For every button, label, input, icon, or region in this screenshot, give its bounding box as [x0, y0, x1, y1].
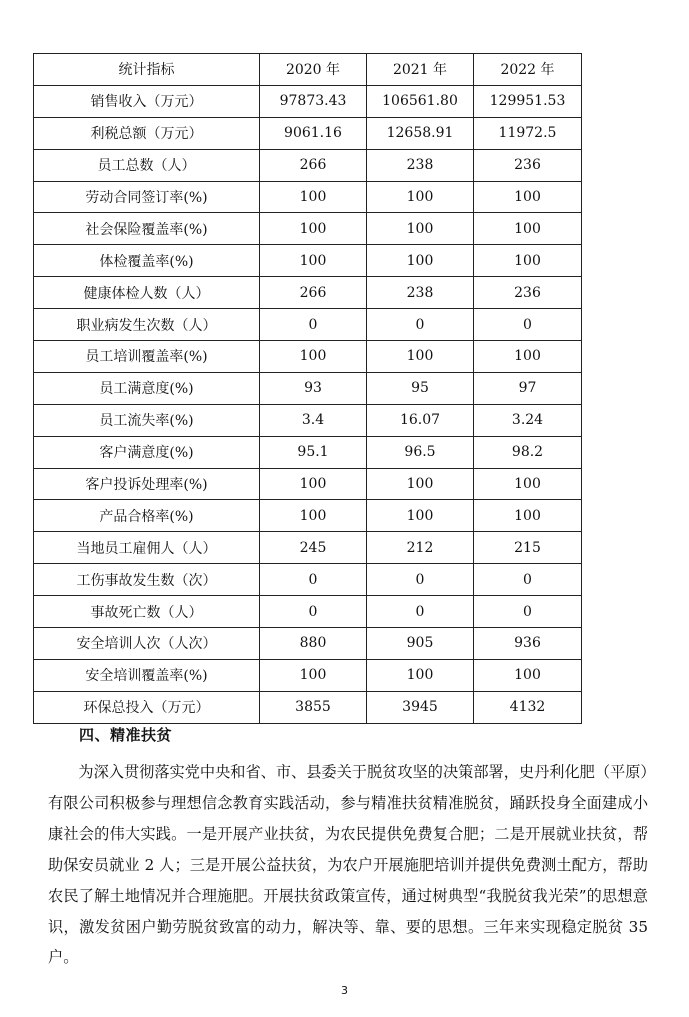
- table-row: [34, 149, 582, 181]
- value-cell: 100: [367, 181, 474, 213]
- value-cell: 100: [260, 213, 367, 245]
- value-cell: 100: [260, 468, 367, 500]
- page-number: 3: [341, 984, 348, 997]
- value-cell: 12658.91: [367, 117, 474, 149]
- header-row: [34, 54, 582, 86]
- row-label-cell: 员工培训覆盖率(%): [34, 341, 260, 373]
- value-cell: 3.4: [260, 404, 367, 436]
- value-cell: 95: [367, 372, 474, 404]
- table-row: [34, 181, 582, 213]
- value-cell: 129951.53: [474, 85, 582, 117]
- statistics-table: [33, 53, 582, 724]
- table-row: [34, 628, 582, 660]
- value-cell: 100: [260, 245, 367, 277]
- row-label-cell: 利税总额（万元）: [34, 117, 260, 149]
- value-cell: 3945: [367, 691, 474, 723]
- value-cell: 0: [367, 564, 474, 596]
- value-cell: 93: [260, 372, 367, 404]
- value-cell: 100: [367, 245, 474, 277]
- table-row: [34, 117, 582, 149]
- value-cell: 95.1: [260, 436, 367, 468]
- table-row: [34, 659, 582, 691]
- value-cell: 905: [367, 628, 474, 660]
- row-label-cell: 事故死亡数（人）: [34, 596, 260, 628]
- value-cell: 0: [474, 596, 582, 628]
- value-cell: 100: [367, 500, 474, 532]
- table-row: [34, 500, 582, 532]
- value-cell: 4132: [474, 691, 582, 723]
- table-row: [34, 468, 582, 500]
- value-cell: 0: [367, 309, 474, 341]
- row-label-cell: 体检覆盖率(%): [34, 245, 260, 277]
- value-cell: 880: [260, 628, 367, 660]
- row-label-cell: 环保总投入（万元）: [34, 691, 260, 723]
- value-cell: 100: [474, 341, 582, 373]
- value-cell: 3855: [260, 691, 367, 723]
- value-cell: 97: [474, 372, 582, 404]
- value-cell: 0: [474, 564, 582, 596]
- value-cell: 0: [474, 309, 582, 341]
- table-row: [34, 277, 582, 309]
- value-cell: 16.07: [367, 404, 474, 436]
- table-row: [34, 596, 582, 628]
- value-cell: 266: [260, 149, 367, 181]
- row-label-cell: 员工满意度(%): [34, 372, 260, 404]
- table-body: [34, 85, 582, 723]
- value-cell: 215: [474, 532, 582, 564]
- value-cell: 100: [474, 500, 582, 532]
- table-row: [34, 532, 582, 564]
- table-row: [34, 404, 582, 436]
- header-cell-2022: 2022 年: [474, 54, 582, 86]
- table-row: [34, 372, 582, 404]
- header-cell-2020: 2020 年: [260, 54, 367, 86]
- value-cell: 3.24: [474, 404, 582, 436]
- header-cell-2021: 2021 年: [367, 54, 474, 86]
- value-cell: 100: [474, 468, 582, 500]
- table-row: [34, 213, 582, 245]
- header-cell-indicator: 统计指标: [34, 54, 260, 86]
- value-cell: 0: [367, 596, 474, 628]
- value-cell: 100: [260, 500, 367, 532]
- value-cell: 100: [474, 181, 582, 213]
- row-label-cell: 员工流失率(%): [34, 404, 260, 436]
- table-row: [34, 245, 582, 277]
- value-cell: 0: [260, 564, 367, 596]
- value-cell: 100: [260, 659, 367, 691]
- value-cell: 11972.5: [474, 117, 582, 149]
- row-label-cell: 产品合格率(%): [34, 500, 260, 532]
- value-cell: 100: [474, 213, 582, 245]
- value-cell: 0: [260, 596, 367, 628]
- table-row: [34, 436, 582, 468]
- row-label-cell: 职业病发生次数（人）: [34, 309, 260, 341]
- row-label-cell: 客户满意度(%): [34, 436, 260, 468]
- value-cell: 238: [367, 277, 474, 309]
- value-cell: 100: [474, 659, 582, 691]
- table-row: [34, 341, 582, 373]
- table-row: [34, 564, 582, 596]
- row-label-cell: 销售收入（万元）: [34, 85, 260, 117]
- value-cell: 100: [367, 341, 474, 373]
- section-heading: 四、精准扶贫: [79, 726, 173, 744]
- value-cell: 236: [474, 149, 582, 181]
- value-cell: 245: [260, 532, 367, 564]
- value-cell: 106561.80: [367, 85, 474, 117]
- value-cell: 100: [367, 213, 474, 245]
- value-cell: 98.2: [474, 436, 582, 468]
- value-cell: 9061.16: [260, 117, 367, 149]
- row-label-cell: 安全培训人次（人次）: [34, 628, 260, 660]
- value-cell: 100: [474, 245, 582, 277]
- value-cell: 97873.43: [260, 85, 367, 117]
- section-paragraph: 为深入贯彻落实党中央和省、市、县委关于脱贫攻坚的决策部署，史丹利化肥（平原）有限公司积极参与理想信念教育实践活动，参与精准扶贫精准脱贫，踊跃投身全面建成小康社会的伟大实践。一是开展产业扶贫，为农民提供免费复合肥；二是开展就业扶贫，帮助保安员就业 2 人；三是开展公益扶贫，为农户开展施肥培训并提供免费测土配方，帮助农民了解土地情况并合理施肥。开展扶贫政策宣传，通过树典型“我脱贫我光荣”的思想意识，激发贫困户勤劳脱贫致富的动力，解决等、靠、要的思想。三年来实现稳定脱贫 35 户。: [48, 763, 648, 967]
- value-cell: 238: [367, 149, 474, 181]
- row-label-cell: 社会保险覆盖率(%): [34, 213, 260, 245]
- value-cell: 0: [260, 309, 367, 341]
- row-label-cell: 健康体检人数（人）: [34, 277, 260, 309]
- row-label-cell: 劳动合同签订率(%): [34, 181, 260, 213]
- value-cell: 100: [367, 468, 474, 500]
- value-cell: 100: [367, 659, 474, 691]
- value-cell: 100: [260, 181, 367, 213]
- table-row: [34, 691, 582, 723]
- value-cell: 936: [474, 628, 582, 660]
- value-cell: 100: [260, 341, 367, 373]
- value-cell: 236: [474, 277, 582, 309]
- row-label-cell: 安全培训覆盖率(%): [34, 659, 260, 691]
- row-label-cell: 客户投诉处理率(%): [34, 468, 260, 500]
- row-label-cell: 员工总数（人）: [34, 149, 260, 181]
- value-cell: 266: [260, 277, 367, 309]
- row-label-cell: 当地员工雇佣人（人）: [34, 532, 260, 564]
- table-row: [34, 85, 582, 117]
- table-header: [34, 54, 582, 86]
- value-cell: 212: [367, 532, 474, 564]
- table-row: [34, 309, 582, 341]
- value-cell: 96.5: [367, 436, 474, 468]
- row-label-cell: 工伤事故发生数（次）: [34, 564, 260, 596]
